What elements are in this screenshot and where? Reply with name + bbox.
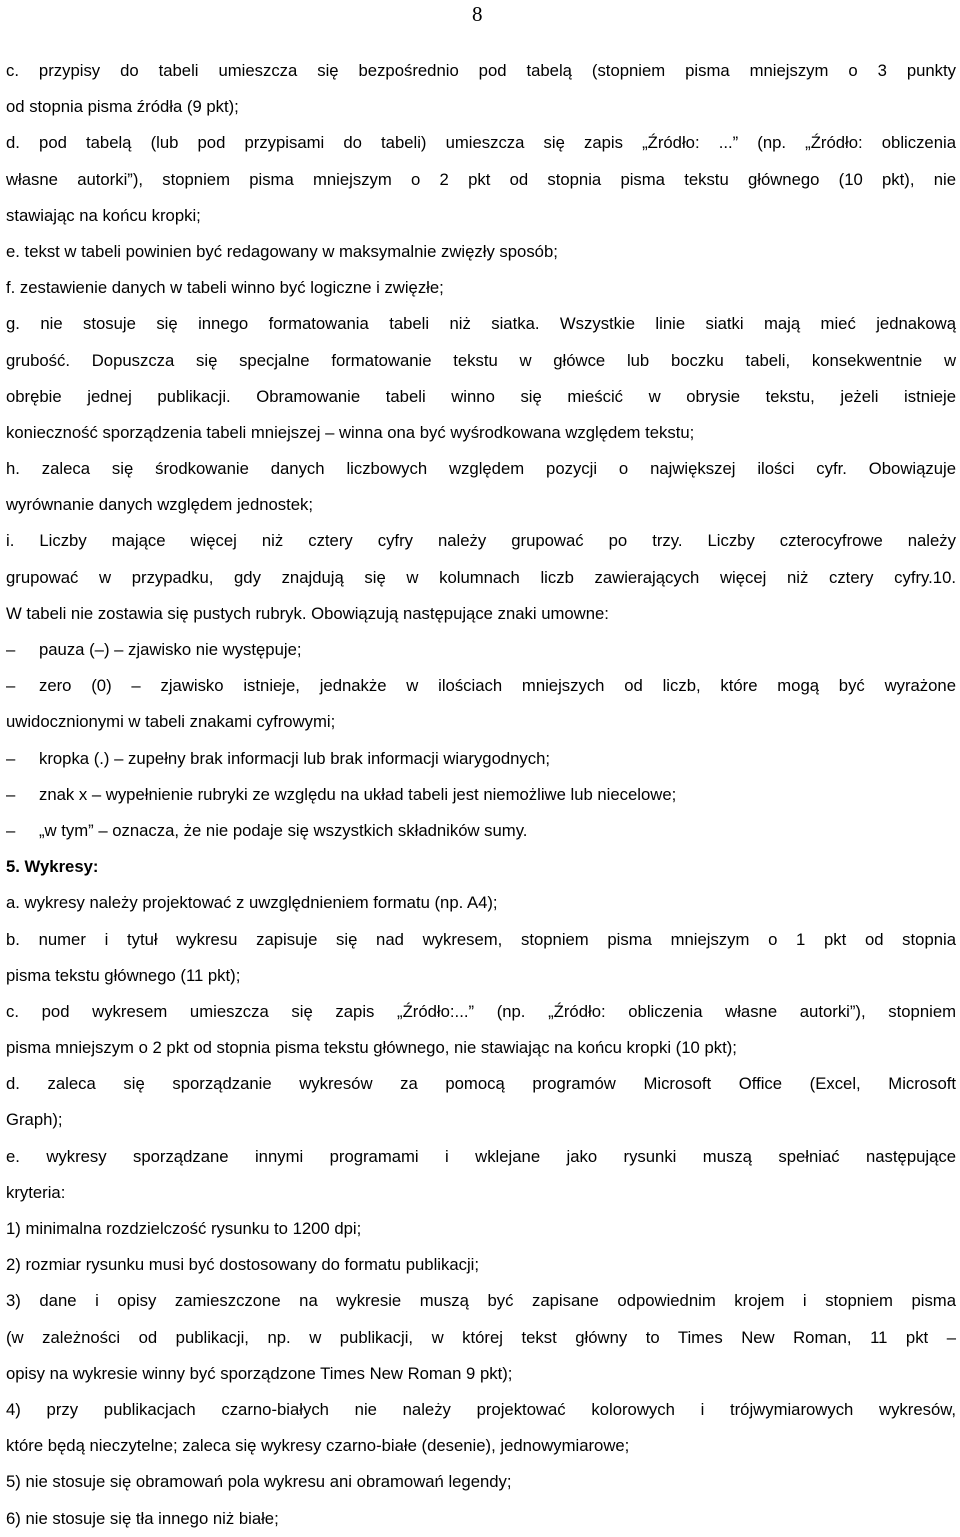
text-line: grupować w przypadku, gdy znajdują się w kolumnach liczb zawierających więcej niż cztery cyfry.10.: [6, 567, 956, 587]
list-item-dash: [6, 777, 956, 813]
list-item-dash: [6, 632, 956, 668]
list-item-text: „w tym” – oznacza, że nie podaje się wszystkich składników sumy.: [39, 820, 528, 840]
text-line: Graph);: [6, 1110, 63, 1130]
list-item-dash: [6, 741, 956, 777]
text-line: grubość. Dopuszcza się specjalne formatowanie tekstu w główce lub boczku tabeli, konsekwentnie w: [6, 350, 956, 370]
text-line: stawiając na końcu kropki;: [6, 205, 201, 225]
text-line: 3) dane i opisy zamieszczone na wykresie muszą być zapisane odpowiednim krojem i stopniem pisma: [6, 1291, 956, 1311]
text-line: d. pod tabelą (lub pod przypisami do tabeli) umieszcza się zapis „Źródło: ...” (np. „Źródło: obliczenia: [6, 133, 956, 153]
page-number: 8: [472, 2, 483, 26]
text-line: 6) nie stosuje się tła innego niż białe;: [6, 1508, 279, 1528]
text-line: konieczność sporządzenia tabeli mniejszej – winna ona być wyśrodkowana względem tekstu;: [6, 422, 695, 442]
list-item-dash: [6, 668, 956, 704]
list-item-dash: [6, 813, 956, 849]
text-line: f. zestawienie danych w tabeli winno być logiczne i zwięzłe;: [6, 278, 444, 298]
text-line: uwidocznionymi w tabeli znakami cyfrowymi;: [6, 712, 336, 732]
text-line: pisma tekstu głównego (11 pkt);: [6, 965, 241, 985]
text-line: b. numer i tytuł wykresu zapisuje się nad wykresem, stopniem pisma mniejszym o 1 pkt od stopnia: [6, 929, 956, 949]
text-line: od stopnia pisma źródła (9 pkt);: [6, 97, 239, 117]
text-line: pisma mniejszym o 2 pkt od stopnia pisma tekstu głównego, nie stawiając na końcu kropki (10 pkt);: [6, 1038, 737, 1058]
dash-bullet: –: [6, 640, 16, 659]
text-line: obrębie jednej publikacji. Obramowanie tabeli winno się mieścić w obrysie tekstu, jeżeli istnieje: [6, 386, 956, 406]
text-line: 5) nie stosuje się obramowań pola wykresu ani obramowań legendy;: [6, 1472, 512, 1492]
list-item-text: zero (0) – zjawisko istnieje, jednakże w ilościach mniejszych od liczb, które mogą być wyrażone: [39, 676, 956, 696]
text-line: a. wykresy należy projektować z uwzględnieniem formatu (np. A4);: [6, 893, 498, 913]
list-item-text: pauza (–) – zjawisko nie występuje;: [39, 640, 302, 659]
dash-bullet: –: [6, 784, 16, 804]
text-line: 1) minimalna rozdzielczość rysunku to 1200 dpi;: [6, 1219, 362, 1238]
dash-bullet: –: [6, 748, 16, 768]
text-line: i. Liczby mające więcej niż cztery cyfry należy grupować po trzy. Liczby czterocyfrowe należy: [6, 531, 956, 551]
text-line: wyrównanie danych względem jednostek;: [6, 495, 314, 515]
text-line: 4) przy publikacjach czarno-białych nie należy projektować kolorowych i trójwymiarowych wykresów,: [6, 1399, 956, 1419]
dash-bullet: –: [6, 676, 16, 696]
text-line: h. zaleca się środkowanie danych liczbowych względem pozycji o największej ilości cyfr. Obowiązuje: [6, 459, 956, 479]
text-line: d. zaleca się sporządzanie wykresów za pomocą programów Microsoft Office (Excel, Microsoft: [6, 1074, 956, 1094]
text-line: c. przypisy do tabeli umieszcza się bezpośrednio pod tabelą (stopniem pisma mniejszym o 3 punkty: [6, 61, 956, 80]
text-line: c. pod wykresem umieszcza się zapis „Źródło:...” (np. „Źródło: obliczenia własne autorki”), stopniem: [6, 1001, 956, 1021]
text-line: kryteria:: [6, 1182, 66, 1202]
list-item-text: znak x – wypełnienie rubryki ze względu na układ tabeli jest niemożliwe lub niecelowe;: [39, 784, 677, 804]
text-line: W tabeli nie zostawia się pustych rubryk. Obowiązują następujące znaki umowne:: [6, 603, 609, 623]
text-line: e. tekst w tabeli powinien być redagowany w maksymalnie zwięzły sposób;: [6, 241, 558, 261]
text-line: g. nie stosuje się innego formatowania tabeli niż siatka. Wszystkie linie siatki mają mieć jednakową: [6, 314, 956, 334]
text-line: własne autorki”), stopniem pisma mniejszym o 2 pkt od stopnia pisma tekstu głównego (10 pkt), nie: [6, 169, 956, 189]
text-line: które będą nieczytelne; zaleca się wykresy czarno-białe (desenie), jednowymiarowe;: [6, 1436, 630, 1456]
text-line: 2) rozmiar rysunku musi być dostosowany do formatu publikacji;: [6, 1255, 480, 1275]
list-item-text: kropka (.) – zupełny brak informacji lub brak informacji wiarygodnych;: [39, 748, 551, 768]
document-body: [6, 53, 956, 1537]
dash-bullet: –: [6, 820, 16, 840]
text-line: opisy na wykresie winny być sporządzone Times New Roman 9 pkt);: [6, 1363, 513, 1383]
text-line: e. wykresy sporządzane innymi programami i wklejane jako rysunki muszą spełniać następujące: [6, 1146, 956, 1166]
text-line: (w zależności od publikacji, np. w publikacji, w której tekst główny to Times New Roman, 11 pkt –: [6, 1327, 956, 1347]
section-heading: 5. Wykresy:: [6, 857, 99, 877]
